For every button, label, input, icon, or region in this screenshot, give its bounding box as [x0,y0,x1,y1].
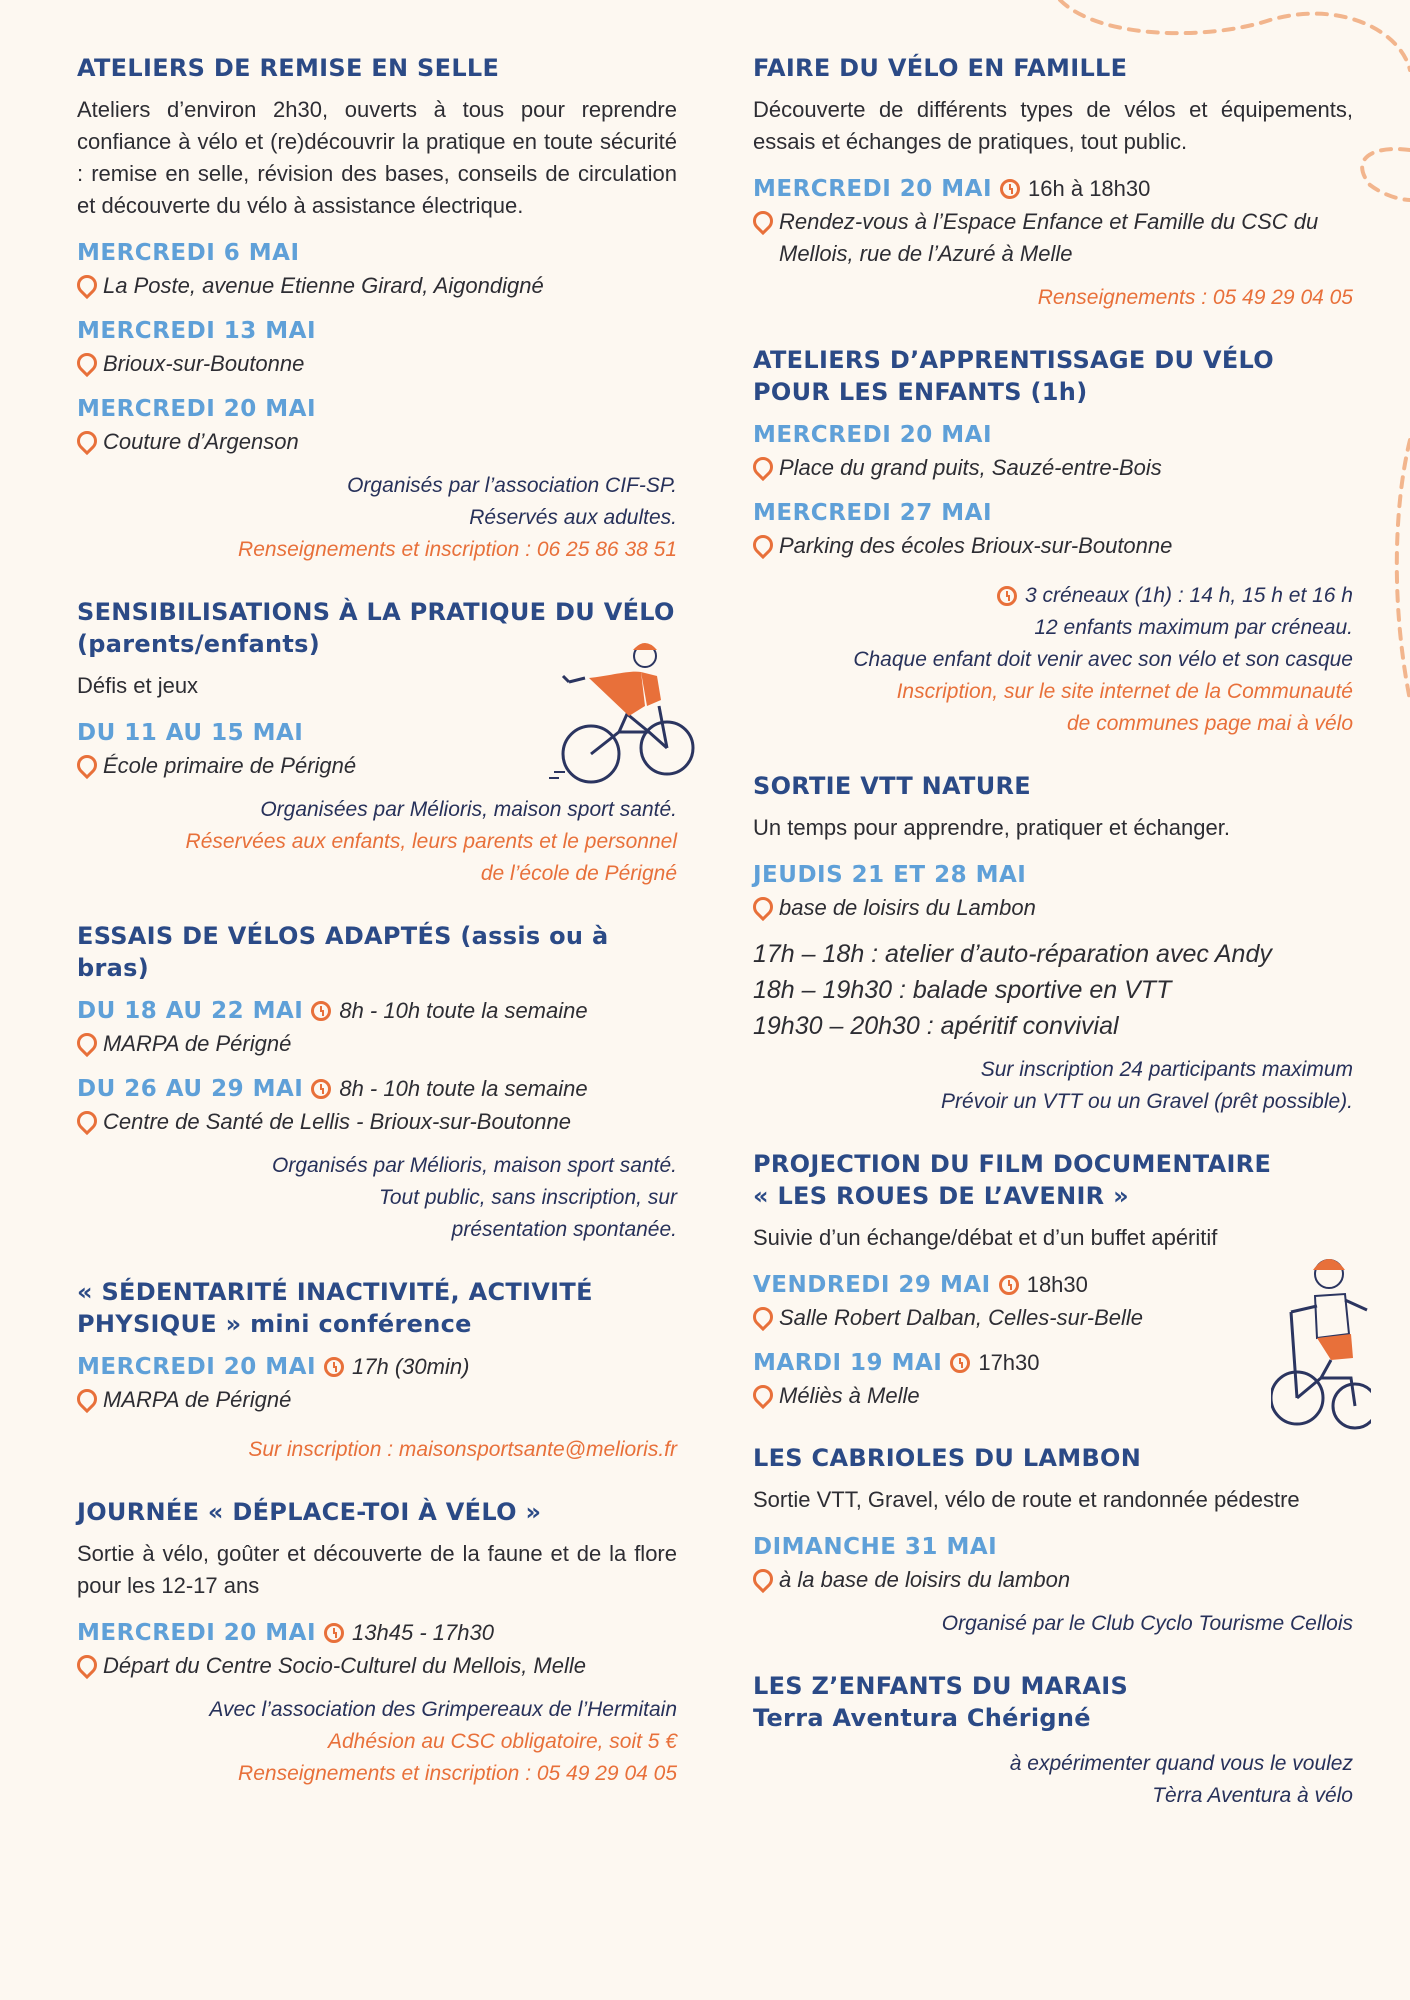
event [77,236,677,302]
section-mini-conference [77,1276,677,1466]
section-velos-adaptes [77,920,677,1246]
section-title: JOURNÉE « DÉPLACE-TOI À VÉLO » [77,1498,542,1526]
registration-note-2: de communes page mai à vélo [1067,712,1353,735]
section-zenfants-marais [753,1670,1353,1812]
event-date: MERCREDI 20 MAI [77,396,317,422]
capacity-note: Sur inscription 24 participants maximum [980,1058,1353,1081]
section-apprentissage-enfants [753,344,1353,740]
event-date: MERCREDI 20 MAI [753,176,993,202]
section-cabrioles-lambon [753,1442,1353,1640]
event-place: Rendez-vous à l’Espace Enfance et Famille du CSC du Mellois, rue de l’Azuré à Melle [779,209,1319,266]
event [77,1072,677,1138]
event-date: MERCREDI 20 MAI [77,1620,317,1646]
event-place: Place du grand puits, Sauzé-entre-Bois [779,455,1162,480]
event-time: 16h à 18h30 [1028,176,1151,201]
section-projection-film [753,1148,1353,1412]
event-place: Brioux-sur-Boutonne [103,351,305,376]
event [77,392,677,458]
section-title: FAIRE DU VÉLO EN FAMILLE [753,54,1128,82]
contact-note: Renseignements : 05 49 29 04 05 [1037,286,1353,309]
section-deplace-toi [77,1496,677,1790]
info-note: à expérimenter quand vous le voulez [1009,1752,1353,1775]
event [77,994,677,1060]
audience-note-2: présentation spontanée. [451,1218,677,1241]
event-date: JEUDIS 21 ET 28 MAI [753,862,1027,888]
schedule-line: 17h – 18h : atelier d’auto-réparation avec Andy [753,940,1272,968]
clock-icon [311,1079,331,1099]
left-column [77,52,677,1820]
event-time: 17h30 [978,1350,1040,1375]
right-column [753,52,1353,1842]
location-pin-icon [73,1029,101,1057]
clock-icon [1000,179,1020,199]
event [753,418,1353,484]
section-velo-famille [753,52,1353,314]
section-title: SENSIBILISATIONS À LA PRATIQUE DU VÉLO (parents/enfants) [77,598,675,658]
event-place: à la base de loisirs du lambon [779,1567,1071,1592]
clock-icon [324,1623,344,1643]
clock-icon [311,1001,331,1021]
schedule-line: 18h – 19h30 : balade sportive en VTT [753,976,1172,1004]
audience-note: Tout public, sans inscription, sur [378,1186,677,1209]
section-title: « SÉDENTARITÉ INACTIVITÉ, ACTIVITÉ PHYSIQUE » mini conférence [77,1278,593,1338]
section-title: LES CABRIOLES DU LAMBON [753,1444,1142,1472]
event-date: VENDREDI 29 MAI [753,1272,991,1298]
location-pin-icon [73,1107,101,1135]
fee-note: Adhésion au CSC obligatoire, soit 5 € [327,1730,677,1753]
event-date: MERCREDI 6 MAI [77,240,300,266]
event-date: MERCREDI 13 MAI [77,318,317,344]
location-pin-icon [73,1651,101,1679]
organizer-note: Avec l’association des Grimpereaux de l’Hermitain [209,1698,677,1721]
location-pin-icon [73,349,101,377]
section-description: Sortie VTT, Gravel, vélo de route et randonnée pédestre [753,1487,1300,1512]
clock-icon [997,586,1017,606]
event-place: La Poste, avenue Etienne Girard, Aigondigné [103,273,544,298]
contact-note: Sur inscription : maisonsportsante@melioris.fr [248,1438,677,1461]
section-sensibilisations [77,596,677,890]
event-time: 13h45 - 17h30 [352,1620,494,1645]
event [77,1616,677,1682]
event [753,496,1353,562]
section-title: SORTIE VTT NATURE [753,772,1031,800]
event [753,858,1353,924]
event-time: 17h (30min) [352,1354,470,1379]
audience-note: Réservés aux adultes. [469,506,677,529]
organizer-note: Organisés par l’association CIF-SP. [347,474,677,497]
event-place: base de loisirs du Lambon [779,895,1036,920]
event [77,314,677,380]
event-place: Parking des écoles Brioux-sur-Boutonne [779,533,1173,558]
capacity-note: 12 enfants maximum par créneau. [1034,616,1353,639]
equipment-note: Prévoir un VTT ou un Gravel (prêt possible). [940,1090,1353,1113]
event-date: MERCREDI 27 MAI [753,500,993,526]
clock-icon [999,1275,1019,1295]
section-remise-en-selle [77,52,677,566]
contact-note: Renseignements et inscription : 06 25 86 38 51 [238,538,677,561]
event-date: MERCREDI 20 MAI [753,422,993,448]
section-title: LES Z’ENFANTS DU MARAIS Terra Aventura Chérigné [753,1672,1129,1732]
organizer-note: Organisés par Mélioris, maison sport santé. [272,1154,677,1177]
section-description: Ateliers d’environ 2h30, ouverts à tous pour reprendre confiance à vélo et (re)découvrir la pratique en toute sécurité : remise en selle, révision des bases, conseils de circulation et découverte du vélo à assistance électrique. [77,97,677,218]
event-date: MARDI 19 MAI [753,1350,943,1376]
event-time: 18h30 [1026,1272,1088,1297]
location-pin-icon [749,453,777,481]
organizer-note: Organisé par le Club Cyclo Tourisme Cellois [941,1612,1353,1635]
event [753,172,1353,270]
location-pin-icon [73,271,101,299]
location-pin-icon [749,1381,777,1409]
section-title: ATELIERS D’APPRENTISSAGE DU VÉLO POUR LES ENFANTS (1h) [753,346,1274,406]
event-time: 8h - 10h toute la semaine [339,998,588,1023]
organizer-note: Organisées par Mélioris, maison sport santé. [260,798,677,821]
cyclist-illustration [549,636,699,786]
location-pin-icon [749,531,777,559]
contact-note: Renseignements et inscription : 05 49 29 04 05 [238,1762,677,1785]
schedule-line: 19h30 – 20h30 : apéritif convivial [753,1012,1119,1040]
event-place: Salle Robert Dalban, Celles-sur-Belle [779,1305,1143,1330]
event-place: Centre de Santé de Lellis - Brioux-sur-Boutonne [103,1109,571,1134]
audience-note-2: de l’école de Périgné [480,862,677,885]
location-pin-icon [749,893,777,921]
event-date: DIMANCHE 31 MAI [753,1534,998,1560]
section-title: ATELIERS DE REMISE EN SELLE [77,54,500,82]
location-pin-icon [749,1303,777,1331]
location-pin-icon [73,427,101,455]
clock-icon [950,1353,970,1373]
location-pin-icon [749,1565,777,1593]
event-place: Couture d’Argenson [103,429,299,454]
event-date: DU 11 AU 15 MAI [77,720,304,746]
event-date: DU 18 AU 22 MAI [77,998,304,1024]
slots-note: 3 créneaux (1h) : 14 h, 15 h et 16 h [1024,584,1353,607]
location-pin-icon [749,207,777,235]
section-title: PROJECTION DU FILM DOCUMENTAIRE « LES ROUES DE L’AVENIR » [753,1150,1272,1210]
event [753,1346,1353,1412]
event-date: DU 26 AU 29 MAI [77,1076,304,1102]
clock-icon [324,1357,344,1377]
section-title: ESSAIS DE VÉLOS ADAPTÉS (assis ou à bras) [77,922,609,982]
section-description: Sortie à vélo, goûter et découverte de la faune et de la flore pour les 12-17 ans [77,1541,677,1598]
section-vtt-nature [753,770,1353,1118]
event-date: MERCREDI 20 MAI [77,1354,317,1380]
event-time: 8h - 10h toute la semaine [339,1076,588,1101]
section-description: Un temps pour apprendre, pratiquer et échanger. [753,815,1230,840]
audience-note: Réservées aux enfants, leurs parents et le personnel [185,830,677,853]
event [77,1350,677,1416]
event-place: MARPA de Périgné [103,1031,292,1056]
event [753,1268,1353,1334]
section-description: Suivie d’un échange/débat et d’un buffet apéritif [753,1225,1218,1250]
registration-note: Inscription, sur le site internet de la Communauté [896,680,1353,703]
child-cyclist-illustration [1271,1248,1371,1448]
event-place: MARPA de Périgné [103,1387,292,1412]
section-description: Découverte de différents types de vélos et équipements, essais et échanges de pratiques, tout public. [753,97,1353,154]
info-note-2: Tèrra Aventura à vélo [1152,1784,1353,1807]
equipment-note: Chaque enfant doit venir avec son vélo et son casque [853,648,1353,671]
location-pin-icon [73,1385,101,1413]
event-place: Méliès à Melle [779,1383,920,1408]
section-description: Défis et jeux [77,673,199,698]
location-pin-icon [73,751,101,779]
event-place: École primaire de Périgné [103,753,357,778]
event-place: Départ du Centre Socio-Culturel du Mellois, Melle [103,1653,586,1678]
event [753,1530,1353,1596]
